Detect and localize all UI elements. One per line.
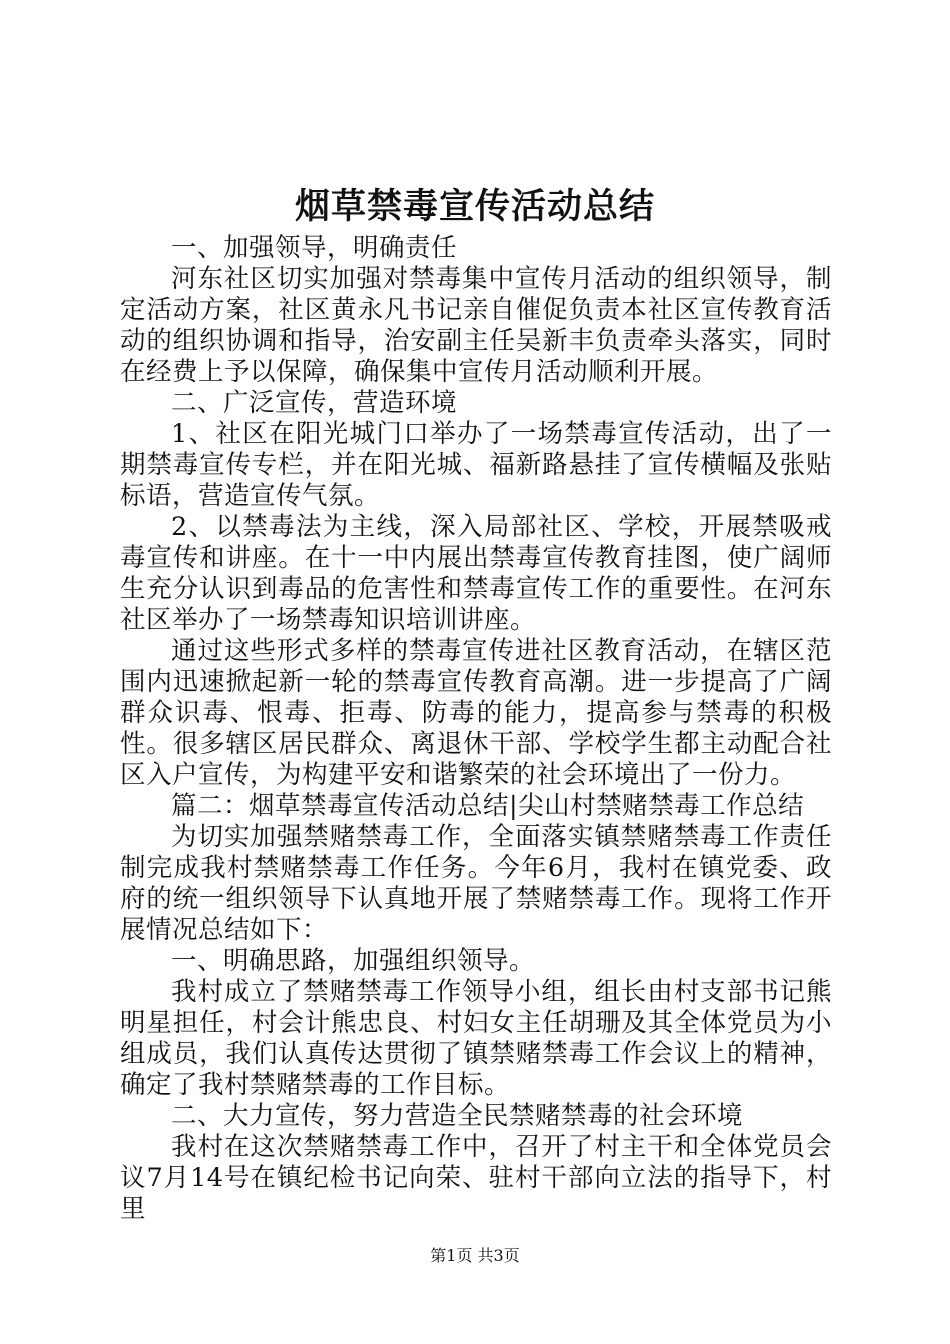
body-paragraph: 为切实加强禁赌禁毒工作，全面落实镇禁赌禁毒工作责任制完成我村禁赌禁毒工作任务。今年6月，我村在镇党委、政府的统一组织领导下认真地开展了禁赌禁毒工作。现将工作开展情况总结如下： [120, 822, 832, 945]
body-paragraph: 我村成立了禁赌禁毒工作领导小组，组长由村支部书记熊明星担任，村会计熊忠良、村妇女主任胡珊及其全体党员为小组成员，我们认真传达贯彻了镇禁赌禁毒工作会议上的精神，确定了我村禁赌禁毒的工作目标。 [120, 977, 832, 1100]
section-heading: 一、明确思路，加强组织领导。 [171, 946, 536, 976]
article-subtitle: 篇二：烟草禁毒宣传活动总结|尖山村禁赌禁毒工作总结 [171, 791, 805, 821]
section-heading: 二、广泛宣传，营造环境 [171, 388, 458, 418]
document-title: 烟草禁毒宣传活动总结 [294, 186, 655, 227]
section-heading: 二、大力宣传，努力营造全民禁赌禁毒的社会环境 [171, 1101, 744, 1131]
document-body [120, 233, 832, 1225]
section-heading: 一、加强领导，明确责任 [171, 233, 458, 263]
body-paragraph: 河东社区切实加强对禁毒集中宣传月活动的组织领导，制定活动方案，社区黄永凡书记亲自催促负责本社区宣传教育活动的组织协调和指导，治安副主任吴新丰负责牵头落实，同时在经费上予以保障，确保集中宣传月活动顺利开展。 [120, 264, 832, 387]
body-paragraph: 2、以禁毒法为主线，深入局部社区、学校，开展禁吸戒毒宣传和讲座。在十一中内展出禁毒宣传教育挂图，使广阔师生充分认识到毒品的危害性和禁毒宣传工作的重要性。在河东社区举办了一场禁毒知识培训讲座。 [120, 512, 832, 635]
page-number-footer: 第1页 共3页 [430, 1246, 520, 1265]
body-paragraph: 通过这些形式多样的禁毒宣传进社区教育活动，在辖区范围内迅速掀起新一轮的禁毒宣传教育高潮。进一步提高了广阔群众识毒、恨毒、拒毒、防毒的能力，提高参与禁毒的积极性。很多辖区居民群众、离退休干部、学校学生都主动配合社区入户宣传，为构建平安和谐繁荣的社会环境出了一份力。 [120, 636, 832, 790]
body-paragraph: 我村在这次禁赌禁毒工作中，召开了村主干和全体党员会议7月14号在镇纪检书记向荣、驻村干部向立法的指导下，村里 [120, 1132, 832, 1224]
body-paragraph: 1、社区在阳光城门口举办了一场禁毒宣传活动，出了一期禁毒宣传专栏，并在阳光城、福新路悬挂了宣传横幅及张贴标语，营造宣传气氛。 [120, 419, 832, 511]
